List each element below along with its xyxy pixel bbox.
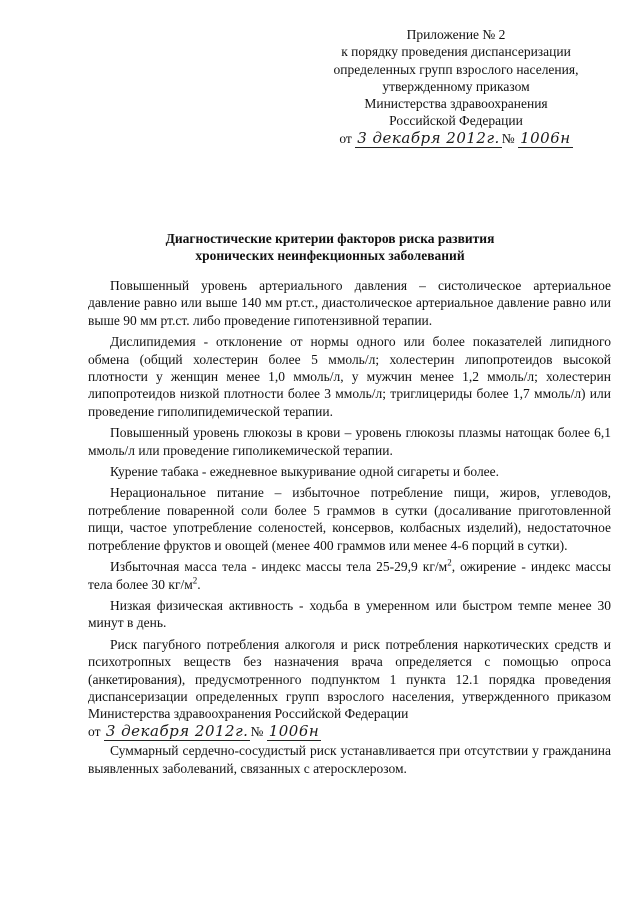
paragraph-overweight (88, 558, 611, 593)
date-prefix: от (339, 130, 352, 146)
number-prefix: № (250, 723, 264, 739)
title-line: хронических неинфекционных заболеваний (195, 248, 465, 263)
text-run: . (197, 576, 201, 592)
paragraph-blood-pressure: Повышенный уровень артериального давления – систолическое артериальное давление равно или выше 140 мм рт.ст., диастолическое артериальное давление равно или выше 90 мм рт.ст. либо проведение гипотензивной терапии. (88, 278, 611, 328)
superscript: 2 (192, 575, 198, 585)
appendix-number: Приложение № 2 (406, 27, 506, 42)
document-title (60, 230, 600, 264)
appendix-line: Российской Федерации (389, 113, 523, 129)
appendix-line: Министерства здравоохранения (364, 96, 548, 112)
number-prefix: № (501, 130, 515, 146)
handwritten-number: 1006н (520, 128, 571, 147)
paragraph-glucose: Повышенный уровень глюкозы в крови – уровень глюкозы плазмы натощак более 6,1 ммоль/л или проведение гиполикемической терапии. (88, 425, 611, 458)
text-run: Избыточная масса тела - индекс массы тела 25-29,9 кг/м (110, 559, 448, 575)
handwritten-date: 3 декабря 2012г. (357, 128, 500, 147)
paragraph-dyslipidemia: Дислипидемия - отклонение от нормы одного или более показателей липидного обмена (общий холестерин более 5 ммоль/л; холестерин липопротеидов высокой плотности у женщин менее 1,0 ммоль/л, у мужчин менее 1,2 ммоль/л; холестерин липопротеидов низкой плотности более 3 ммоль/л; триглицериды более 1,7 ммоль/л) или проведение гиполипидемической терапии. (88, 334, 611, 419)
paragraph-cardiovascular-risk: Суммарный сердечно-сосудистый риск устанавливается при отсутствии у гражданина выявленных заболеваний, связанных с атеросклерозом. (88, 743, 611, 776)
appendix-line: к порядку проведения диспансеризации (341, 44, 571, 60)
superscript: 2 (447, 557, 452, 568)
paragraph-alcohol (88, 636, 611, 740)
document-body (88, 277, 611, 781)
handwritten-date: 3 декабря 2012г. (105, 721, 249, 740)
appendix-line: утвержденному приказом (382, 78, 530, 94)
appendix-date-line (300, 130, 612, 152)
text-run: Риск пагубного потребления алкоголя и риск потребления наркотических средств и психотропных веществ без назначения врача определяется с помощью опроса (анкетирования), предусмотренного подпунктом 1 пункта 12.1 порядка проведения диспансеризации определенных групп взрослого населения, утвержденного приказом Министерства здравоохранения Российской Федерации (88, 636, 611, 722)
date-prefix: от (88, 723, 101, 739)
handwritten-number: 1006н (268, 721, 320, 740)
paragraph-smoking: Курение табака - ежедневное выкуривание одной сигареты и более. (110, 464, 500, 480)
text-run: , ожирение - индекс массы тела более 30 кг/м (88, 559, 611, 592)
paragraph-physical-activity: Низкая физическая активность - ходьба в умеренном или быстром темпе менее 30 минут в день. (88, 597, 611, 631)
appendix-line: определенных групп взрослого населения, (333, 61, 579, 77)
appendix-header (300, 26, 612, 152)
title-line: Диагностические критерии факторов риска развития (165, 231, 495, 246)
paragraph-nutrition: Нерациональное питание – избыточное потребление пищи, жиров, углеводов, потребление поваренной соли более 5 граммов в сутки (досаливание приготовленной пищи, частое употребление соленостей, консервов, колбасных изделий), недостаточное потребление фруктов и овощей (менее 400 граммов или менее 4-6 порций в сутки). (88, 485, 611, 553)
